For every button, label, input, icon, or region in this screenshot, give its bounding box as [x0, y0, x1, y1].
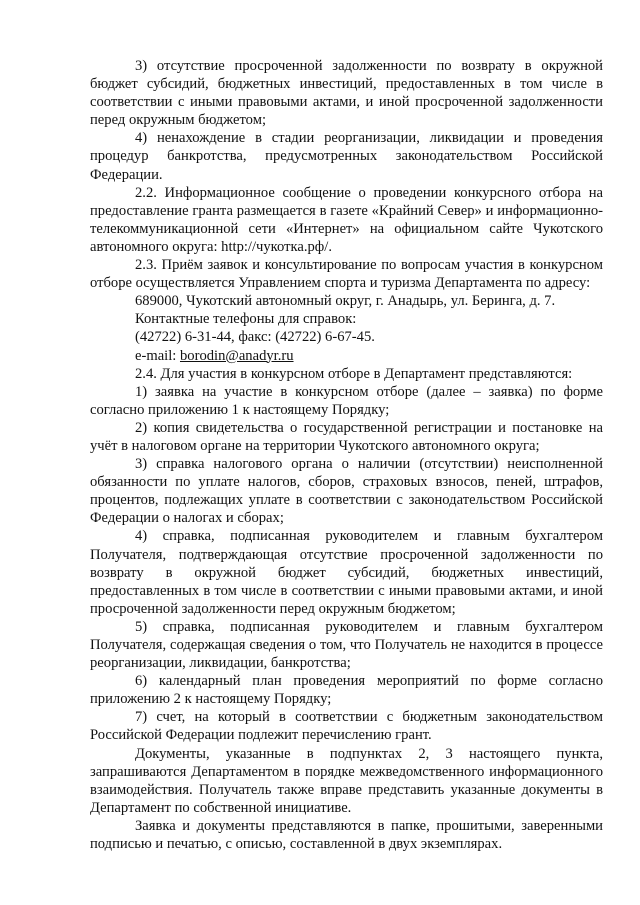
paragraph-2-4: 2.4. Для участия в конкурсном отборе в Департамент представляются: — [135, 365, 573, 382]
list-item-6: 6) календарный план проведения мероприятий по форме согласно приложению 2 к настоящему Порядку; — [90, 673, 603, 708]
email-label: e-mail: — [135, 347, 180, 364]
paragraph-2-3: 2.3. Приём заявок и консультирование по вопросам участия в конкурсном отборе осуществляется Управлением спорта и туризма Департамента по адресу: — [90, 257, 603, 292]
contacts-heading: Контактные телефоны для справок: — [135, 311, 357, 328]
document-page — [90, 57, 603, 853]
phone-line: (42722) 6-31-44, факс: (42722) 6-67-45. — [135, 329, 375, 346]
paragraph-application: Заявка и документы представляются в папке, прошитыми, заверенными подписью и печатью, с описью, составленной в двух экземплярах. — [90, 817, 603, 853]
list-item-3: 3) справка налогового органа о наличии (отсутствии) неисполненной обязанности по уплате налогов, сборов, страховых взносов, пеней, штрафов, процентов, подлежащих уплате в соответствии с законодательством Российской Федерации о налогах и сборах; — [90, 456, 603, 527]
paragraph-item-4: 4) ненахождение в стадии реорганизации, ликвидации и проведения процедур банкротства, предусмотренных законодательством Российской Федерации. — [90, 130, 603, 183]
list-item-7: 7) счет, на который в соответствии с бюджетным законодательством Российской Федерации подлежит перечислению грант. — [90, 709, 603, 744]
paragraph-2-2: 2.2. Информационное сообщение о проведении конкурсного отбора на предоставление гранта размещается в газете «Крайний Север» и информационно-телекоммуникационной сети «Интернет» на официальном сайте Чукотского автономного округа: http://чукотка.рф/. — [90, 184, 603, 255]
list-item-4: 4) справка, подписанная руководителем и главным бухгалтером Получателя, подтверждающая отсутствие просроченной задолженности по возврату в окружной бюджет субсидий, бюджетных инвестиций, предоставленных в том числе в соответствии с иными правовыми актами, и иной просроченной задолженности перед окружным бюджетом; — [90, 528, 603, 617]
paragraph-item-3: 3) отсутствие просроченной задолженности по возврату в окружной бюджет субсидий, бюджетных инвестиций, предоставленных в том числе в соответствии с иными правовыми актами, и иной просроченной задолженности перед окружным бюджетом; — [90, 58, 603, 129]
email-link[interactable]: borodin@anadyr.ru — [179, 347, 294, 364]
list-item-1: 1) заявка на участие в конкурсном отборе (далее – заявка) по форме согласно приложению 1 к настоящему Порядку; — [90, 383, 603, 418]
address-line: 689000, Чукотский автономный округ, г. Анадырь, ул. Беринга, д. 7. — [135, 293, 556, 310]
list-item-5: 5) справка, подписанная руководителем и главным бухгалтером Получателя, содержащая сведения о том, что Получатель не находится в процессе реорганизации, ликвидации, банкротства; — [90, 618, 603, 672]
list-item-2: 2) копия свидетельства о государственной регистрации и постановке на учёт в налоговом органе на территории Чукотского автономного округа; — [90, 419, 603, 454]
email-line — [90, 347, 603, 365]
paragraph-documents: Документы, указанные в подпунктах 2, 3 настоящего пункта, запрашиваются Департаментом в порядке межведомственного информационного взаимодействия. Получатель также вправе представить указанные документы в Департамент по собственной инициативе. — [90, 745, 603, 816]
